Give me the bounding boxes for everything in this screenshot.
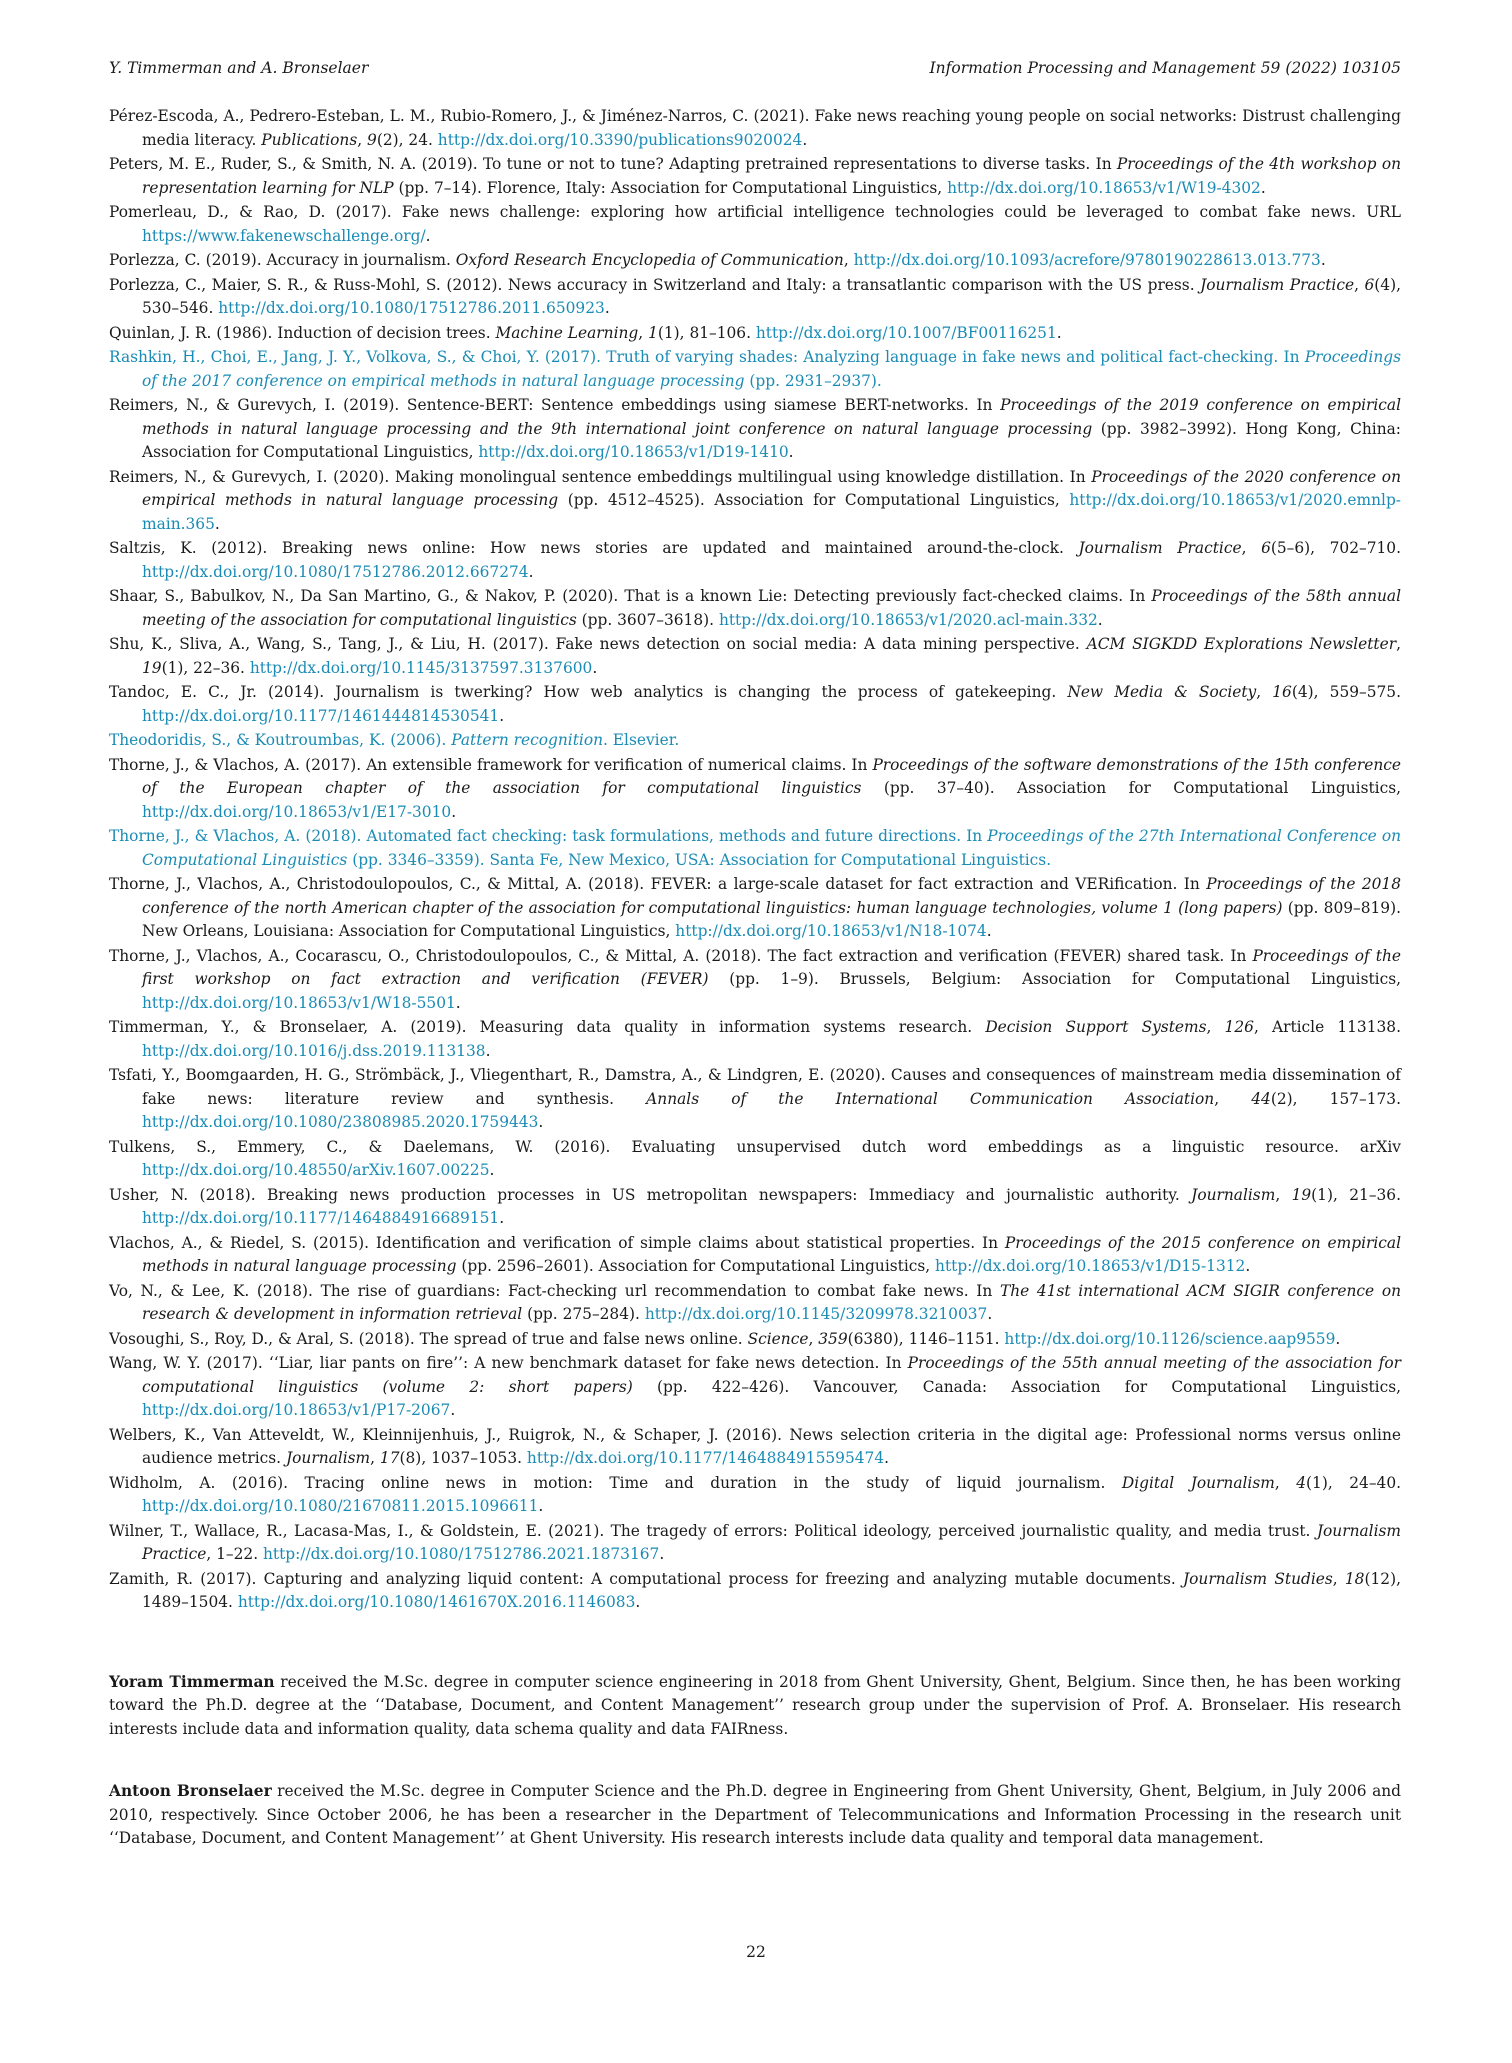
reference-source-title: Proceedings of the 2020 conference on empirical methods in natural language processing — [142, 467, 1401, 509]
reference-volume: 4 — [1296, 1473, 1307, 1492]
reference-text: (pp. 3982–3992). Hong Kong, China: Association for Computational Linguistics, — [142, 419, 1401, 461]
reference-end-punct: . — [788, 443, 794, 461]
running-head — [109, 58, 1401, 78]
reference-text: Shu, K., Sliva, A., Wang, S., Tang, J., & Liu, H. (2017). Fake news detection on social media: A data mining perspective. — [109, 635, 1087, 653]
reference-doi-link[interactable]: http://dx.doi.org/10.18653/v1/N18-1074 — [675, 922, 987, 940]
reference-text: (pp. 4512–4525). Association for Computational Linguistics, — [558, 491, 1070, 509]
reference-source-title: The 41st international ACM SIGIR conference on research & development in information retrieval — [142, 1281, 1401, 1323]
reference-entry — [109, 322, 1401, 346]
reference-text: , — [1256, 683, 1273, 701]
reference-text: Wang, W. Y. (2017). ‘‘Liar, liar pants on fire’’: A new benchmark dataset for fake news detection. In — [109, 1354, 908, 1372]
reference-text: , — [1396, 635, 1401, 653]
reference-source-title: Journalism Studies — [1183, 1569, 1333, 1588]
reference-entry — [109, 1352, 1401, 1423]
reference-volume: 9 — [367, 130, 377, 149]
reference-entry — [109, 466, 1401, 537]
reference-text: (1), 21–36. — [1311, 1185, 1401, 1204]
reference-source-title: Pattern recognition — [451, 731, 604, 749]
reference-entry — [109, 1280, 1401, 1327]
reference-text: , — [1214, 1089, 1252, 1108]
reference-text: (4), 559–575. — [1291, 683, 1401, 701]
reference-source-title: Science — [747, 1329, 809, 1348]
reference-text: (pp. 2596–2601). Association for Computational Linguistics, — [456, 1257, 936, 1275]
reference-end-punct: . — [635, 1593, 641, 1611]
reference-text: (pp. 1–9). Brussels, Belgium: Association for Computational Linguistics, — [708, 970, 1402, 988]
reference-text: Rashkin, H., Choi, E., Jang, J. Y., Volkova, S., & Choi, Y. (2017). Truth of varying shades: Analyzing language in fake news and political fact-checking. In — [109, 348, 1305, 366]
reference-end-punct: . — [592, 658, 598, 677]
reference-text: (4), 530–546. — [142, 275, 1401, 317]
reference-source-title: Proceedings of the 55th annual meeting of the association for computational linguistics (volume 2: short papers) — [142, 1354, 1401, 1396]
reference-end-punct: . — [528, 562, 534, 581]
reference-entry[interactable] — [109, 729, 1401, 753]
reference-entry — [109, 873, 1401, 944]
reference-end-punct: . — [987, 1305, 993, 1323]
reference-text: Widholm, A. (2016). Tracing online news in motion: Time and duration in the study of liquid journalism. — [109, 1473, 1122, 1492]
reference-end-punct: . — [1260, 178, 1266, 197]
reference-text: (pp. 3346–3359). Santa Fe, New Mexico, USA: Association for Computational Linguistics. — [347, 850, 1052, 869]
reference-end-punct: . — [1320, 251, 1326, 269]
reference-doi-link[interactable]: http://dx.doi.org/10.1177/1464884915595474 — [526, 1449, 885, 1467]
reference-text: (pp. 2931–2937). — [744, 371, 882, 390]
reference-text: Reimers, N., & Gurevych, I. (2019). Sentence-BERT: Sentence embeddings using siamese BERT-networks. In — [109, 396, 1001, 414]
reference-entry — [109, 1136, 1401, 1183]
reference-entry — [109, 1232, 1401, 1279]
reference-source-title: Proceedings of the software demonstrations of the 15th conference of the European chapter of the association for computational linguistics — [142, 755, 1401, 797]
reference-entry — [109, 153, 1401, 200]
reference-text: (1), 81–106. — [657, 323, 756, 342]
reference-volume: 18 — [1344, 1569, 1365, 1588]
page — [109, 58, 1401, 1890]
reference-entry — [109, 1184, 1401, 1231]
reference-text: , — [1354, 275, 1365, 294]
reference-text: Tandoc, E. C., Jr. (2014). Journalism is twerking? How web analytics is changing the process of gatekeeping. — [109, 683, 1068, 701]
reference-source-title: Proceedings of the 4th workshop on representation learning for NLP — [142, 155, 1401, 197]
author-bio-text: received the M.Sc. degree in Computer Science and the Ph.D. degree in Engineering from Ghent University, Ghent, Belgium, in July 2006 and 2010, respectively. Since October 2006, he has been a researcher in the Department of Telecommunications and Information Processing in the research unit ‘‘Database, Document, and Content Management’’ at Ghent University. His research interests include data quality and temporal data management. — [109, 1782, 1402, 1847]
reference-entry — [109, 585, 1401, 632]
reference-text: (2), 157–173. — [1270, 1089, 1401, 1108]
reference-doi-link[interactable]: http://dx.doi.org/10.1145/3209978.3210037 — [644, 1305, 988, 1323]
reference-source-title: Journalism Practice — [1078, 539, 1242, 557]
reference-doi-link[interactable]: http://dx.doi.org/10.18653/v1/P17-2067 — [142, 1401, 451, 1419]
reference-volume: 359 — [818, 1329, 848, 1348]
reference-entry — [109, 1424, 1401, 1471]
reference-end-punct: . — [485, 1041, 491, 1060]
reference-end-punct: . — [604, 299, 610, 317]
reference-text: (5–6), 702–710. — [1270, 539, 1401, 557]
reference-end-punct: . — [489, 1161, 495, 1179]
reference-text: (12), 1489–1504. — [142, 1569, 1401, 1611]
reference-source-title: Journalism Practice — [142, 1521, 1401, 1563]
reference-volume: 6 — [1364, 275, 1375, 294]
reference-source-title: Journalism — [1191, 1185, 1276, 1204]
reference-end-punct: . — [538, 1113, 544, 1131]
reference-text: , — [638, 323, 649, 342]
reference-entry — [109, 537, 1401, 584]
reference-entry — [109, 249, 1401, 273]
reference-doi-link[interactable]: http://dx.doi.org/10.1093/acrefore/9780190228613.013.773 — [853, 251, 1321, 269]
reference-doi-link[interactable]: http://dx.doi.org/10.18653/v1/2020.acl-main.332 — [718, 610, 1098, 629]
reference-doi-link[interactable]: http://dx.doi.org/10.1080/17512786.2011.650923 — [218, 299, 605, 317]
reference-end-punct: . — [1335, 1329, 1341, 1348]
reference-source-title: Annals of the International Communication Association — [646, 1089, 1215, 1108]
reference-text: (2), 24. — [376, 130, 438, 149]
reference-volume: 17 — [379, 1449, 400, 1467]
reference-doi-link[interactable]: http://dx.doi.org/10.18653/v1/D15-1312 — [935, 1257, 1246, 1275]
reference-text: (pp. 37–40). Association for Computational Linguistics, — [861, 779, 1401, 797]
reference-entry — [109, 1520, 1401, 1567]
reference-source-title: Decision Support Systems — [985, 1018, 1207, 1036]
reference-text: , Article 113138. — [1253, 1018, 1401, 1036]
reference-entry — [109, 681, 1401, 728]
reference-end-punct: . — [802, 130, 808, 149]
reference-text: (pp. 275–284). — [522, 1305, 645, 1323]
reference-doi-link[interactable]: http://dx.doi.org/10.18653/v1/E17-3010 — [142, 802, 452, 821]
reference-doi-link[interactable]: http://dx.doi.org/10.1016/j.dss.2019.113138 — [142, 1041, 486, 1060]
author-name: Antoon Bronselaer — [109, 1782, 272, 1800]
reference-text: (8), 1037–1053. — [399, 1449, 527, 1467]
reference-text: Vlachos, A., & Riedel, S. (2015). Identification and verification of simple claims about statistical properties. In — [109, 1233, 1005, 1252]
reference-text: Tsfati, Y., Boomgaarden, H. G., Strömbäck, J., Vliegenthart, R., Damstra, A., & Lindgren, E. (2020). Causes and consequences of mainstream media dissemination of fake news: literature review and synthesis. — [109, 1066, 1401, 1108]
reference-text: (pp. 3607–3618). — [576, 610, 719, 629]
reference-source-title: Proceedings of the 2019 conference on empirical methods in natural language processing and the 9th international joint conference on natural language processing — [142, 396, 1401, 438]
reference-text: , — [370, 1449, 380, 1467]
reference-text: Pérez-Escoda, A., Pedrero-Esteban, L. M., Rubio-Romero, J., & Jiménez-Narros, C. (2021). Fake news reaching young people on social networks: Distrust challenging media literacy. — [109, 107, 1401, 149]
reference-doi-link[interactable]: http://dx.doi.org/10.1007/BF00116251 — [755, 323, 1057, 342]
reference-text: Saltzis, K. (2012). Breaking news online: How news stories are updated and maintained around-the-clock. — [109, 539, 1079, 557]
reference-end-punct: . — [659, 1545, 665, 1563]
reference-text: Tulkens, S., Emmery, C., & Daelemans, W. (2016). Evaluating unsupervised dutch word embeddings as a linguistic resource. arXiv — [109, 1137, 1401, 1156]
reference-doi-link[interactable]: http://dx.doi.org/10.3390/publications9020024 — [437, 130, 803, 149]
reference-text: Vo, N., & Lee, K. (2018). The rise of guardians: Fact-checking url recommendation to combat fake news. In — [109, 1281, 1000, 1300]
reference-text: Shaar, S., Babulkov, N., Da San Martino, G., & Nakov, P. (2020). That is a known Lie: Detecting previously fact-checked claims. In — [109, 587, 1152, 605]
reference-volume: 126 — [1224, 1018, 1254, 1036]
reference-end-punct: . — [1056, 323, 1062, 342]
reference-end-punct: . — [425, 226, 431, 245]
reference-volume: 19 — [142, 658, 162, 677]
reference-text: Welbers, K., Van Atteveldt, W., Kleinnijenhuis, J., Ruigrok, N., & Schaper, J. (2016). News selection criteria in the digital age: Professional norms versus online audience metrics. — [109, 1425, 1401, 1467]
reference-volume: 19 — [1291, 1185, 1312, 1204]
reference-doi-link[interactable]: http://dx.doi.org/10.1080/17512786.2012.667274 — [142, 562, 529, 581]
reference-entry — [109, 201, 1401, 248]
reference-end-punct: . — [499, 1209, 505, 1227]
running-head-journal: Information Processing and Management 59 (2022) 103105 — [929, 59, 1401, 77]
reference-source-title: Proceedings of the 2015 conference on empirical methods in natural language processing — [142, 1233, 1401, 1275]
reference-doi-link[interactable]: http://dx.doi.org/10.1145/3137597.3137600 — [249, 658, 593, 677]
running-head-authors: Y. Timmerman and A. Bronselaer — [109, 59, 369, 77]
author-bio — [109, 1671, 1401, 1742]
reference-doi-link[interactable]: https://www.fakenewschallenge.org/ — [142, 226, 426, 245]
reference-text: , — [1206, 1018, 1225, 1036]
reference-doi-link[interactable]: http://dx.doi.org/10.1080/17512786.2021.1873167 — [262, 1545, 660, 1563]
reference-text: (pp. 809–819). New Orleans, Louisiana: Association for Computational Linguistics, — [142, 898, 1401, 940]
reference-entry — [109, 1568, 1401, 1615]
reference-text: Usher, N. (2018). Breaking news production processes in US metropolitan newspapers: Immediacy and journalistic authority. — [109, 1185, 1192, 1204]
reference-text: , 1–22. — [206, 1545, 263, 1563]
reference-doi-link[interactable]: http://dx.doi.org/10.1177/1461444814530541 — [142, 706, 500, 725]
reference-entry — [109, 754, 1401, 825]
reference-source-title: Proceedings of the 2017 conference on empirical methods in natural language processing — [142, 348, 1401, 390]
reference-doi-link[interactable]: http://dx.doi.org/10.1080/21670811.2015.1096611 — [142, 1497, 539, 1515]
reference-text: Thorne, J., & Vlachos, A. (2017). An extensible framework for verification of numerical claims. In — [109, 755, 873, 774]
reference-entry[interactable] — [109, 346, 1401, 393]
reference-list — [109, 105, 1401, 1615]
reference-source-title: Machine Learning — [495, 323, 639, 342]
reference-text: (pp. 422–426). Vancouver, Canada: Association for Computational Linguistics, — [632, 1377, 1401, 1396]
reference-volume: 44 — [1251, 1089, 1271, 1108]
reference-entry — [109, 945, 1401, 1016]
reference-text: , — [1332, 1569, 1345, 1588]
reference-entry[interactable] — [109, 825, 1401, 872]
author-name: Yoram Timmerman — [109, 1672, 275, 1691]
reference-doi-link[interactable]: http://dx.doi.org/10.1126/science.aap9559 — [1004, 1329, 1336, 1348]
reference-source-title: Journalism Practice — [1200, 275, 1355, 294]
reference-end-punct: . — [455, 993, 461, 1012]
reference-text: , — [1241, 539, 1262, 557]
reference-entry — [109, 105, 1401, 152]
reference-text: , — [808, 1329, 819, 1348]
reference-source-title: Proceedings of the 27th International Conference on Computational Linguistics — [142, 827, 1402, 869]
reference-entry — [109, 1064, 1401, 1135]
reference-source-title: Publications — [261, 130, 358, 149]
reference-source-title: Proceedings of the first workshop on fact extraction and verification (FEVER) — [142, 946, 1401, 988]
reference-text: (1), 24–40. — [1306, 1473, 1401, 1492]
reference-entry — [109, 394, 1401, 465]
reference-doi-link[interactable]: http://dx.doi.org/10.18653/v1/W19-4302 — [947, 178, 1261, 197]
reference-entry — [109, 633, 1401, 680]
reference-end-punct: . — [450, 1401, 456, 1419]
reference-end-punct: . — [884, 1449, 890, 1467]
reference-text: Wilner, T., Wallace, R., Lacasa-Mas, I., & Goldstein, E. (2021). The tragedy of errors: Political ideology, perceived journalistic quality, and media trust. — [109, 1521, 1317, 1540]
reference-end-punct: . — [986, 922, 992, 940]
reference-doi-link[interactable]: http://dx.doi.org/10.18653/v1/2020.emnlp-main.365 — [142, 491, 1402, 533]
reference-text: Pomerleau, D., & Rao, D. (2017). Fake news challenge: exploring how artificial intelligence technologies could be leveraged to combat fake news. URL — [109, 203, 1401, 221]
reference-end-punct: . — [451, 802, 457, 821]
reference-text: , — [843, 251, 854, 269]
reference-text: Timmerman, Y., & Bronselaer, A. (2019). Measuring data quality in information systems research. — [109, 1018, 986, 1036]
reference-end-punct: . — [214, 514, 220, 533]
reference-text: (6380), 1146–1151. — [847, 1329, 1005, 1348]
reference-end-punct: . — [1097, 610, 1103, 629]
reference-source-title: Proceedings of the 58th annual meeting of the association for computational linguistics — [142, 587, 1401, 629]
reference-source-title: Oxford Research Encyclopedia of Communication — [455, 251, 844, 269]
reference-source-title: Journalism — [285, 1449, 371, 1467]
reference-end-punct: . — [538, 1497, 544, 1515]
reference-end-punct: . — [1245, 1257, 1251, 1275]
reference-end-punct: . — [499, 706, 505, 725]
reference-text: . Elsevier. — [603, 731, 680, 749]
reference-source-title: ACM SIGKDD Explorations Newsletter — [1086, 635, 1397, 653]
reference-text: (1), 22–36. — [161, 658, 250, 677]
reference-text: Theodoridis, S., & Koutroumbas, K. (2006). — [109, 731, 452, 749]
reference-doi-link[interactable]: http://dx.doi.org/10.48550/arXiv.1607.00225 — [142, 1161, 490, 1179]
reference-doi-link[interactable]: http://dx.doi.org/10.18653/v1/D19-1410 — [478, 443, 789, 461]
reference-volume: 6 — [1261, 539, 1271, 557]
reference-text: (pp. 7–14). Florence, Italy: Association for Computational Linguistics, — [393, 178, 948, 197]
reference-entry — [109, 274, 1401, 321]
reference-text: , — [1274, 1473, 1297, 1492]
reference-text: , — [1275, 1185, 1292, 1204]
reference-entry — [109, 1016, 1401, 1063]
reference-doi-link[interactable]: http://dx.doi.org/10.1080/1461670X.2016.1146083 — [237, 1593, 636, 1611]
page-number: 22 — [746, 1943, 766, 1961]
reference-text: , — [357, 130, 368, 149]
reference-volume: 16 — [1272, 683, 1292, 701]
reference-text: Zamith, R. (2017). Capturing and analyzing liquid content: A computational process for freezing and analyzing mutable documents. — [109, 1569, 1183, 1588]
reference-source-title: New Media & Society — [1067, 683, 1257, 701]
reference-doi-link[interactable]: http://dx.doi.org/10.18653/v1/W18-5501 — [142, 993, 456, 1012]
reference-text: Thorne, J., Vlachos, A., Cocarascu, O., Christodoulopoulos, C., & Mittal, A. (2018). The fact extraction and verification (FEVER) shared task. In — [109, 946, 1253, 965]
reference-doi-link[interactable]: http://dx.doi.org/10.1080/23808985.2020.1759443 — [142, 1113, 539, 1131]
author-bio-text: received the M.Sc. degree in computer science engineering in 2018 from Ghent University, Ghent, Belgium. Since then, he has been working toward the Ph.D. degree at the ‘‘Database, Document, and Content Management’’ research group under the supervision of Prof. A. Bronselaer. His research interests include data and information quality, data schema quality and data FAIRness. — [109, 1672, 1401, 1738]
reference-source-title: Digital Journalism — [1121, 1473, 1275, 1492]
reference-entry — [109, 1472, 1401, 1519]
reference-text: Thorne, J., Vlachos, A., Christodoulopoulos, C., & Mittal, A. (2018). FEVER: a large-scale dataset for fact extraction and VERification. In — [109, 875, 1207, 893]
reference-text: Vosoughi, S., Roy, D., & Aral, S. (2018). The spread of true and false news online. — [109, 1329, 748, 1348]
author-biographies — [109, 1671, 1401, 1851]
reference-text: Porlezza, C., Maier, S. R., & Russ-Mohl, S. (2012). News accuracy in Switzerland and Italy: a transatlantic comparison with the US press. — [109, 275, 1201, 294]
reference-source-title: Proceedings of the 2018 conference of the north American chapter of the association for computational linguistics: human language technologies, volume 1 (long papers) — [142, 875, 1402, 917]
reference-text: Peters, M. E., Ruder, S., & Smith, N. A. (2019). To tune or not to tune? Adapting pretrained representations to diverse tasks. In — [109, 155, 1117, 173]
reference-entry — [109, 1328, 1401, 1352]
reference-text: Quinlan, J. R. (1986). Induction of decision trees. — [109, 323, 496, 342]
author-bio — [109, 1780, 1401, 1851]
reference-doi-link[interactable]: http://dx.doi.org/10.1177/1464884916689151 — [142, 1209, 500, 1227]
reference-text: Porlezza, C. (2019). Accuracy in journalism. — [109, 251, 456, 269]
reference-text: Thorne, J., & Vlachos, A. (2018). Automated fact checking: task formulations, methods and future directions. In — [109, 827, 988, 845]
reference-text: Reimers, N., & Gurevych, I. (2020). Making monolingual sentence embeddings multilingual using knowledge distillation. In — [109, 467, 1092, 486]
reference-volume: 1 — [648, 323, 658, 342]
